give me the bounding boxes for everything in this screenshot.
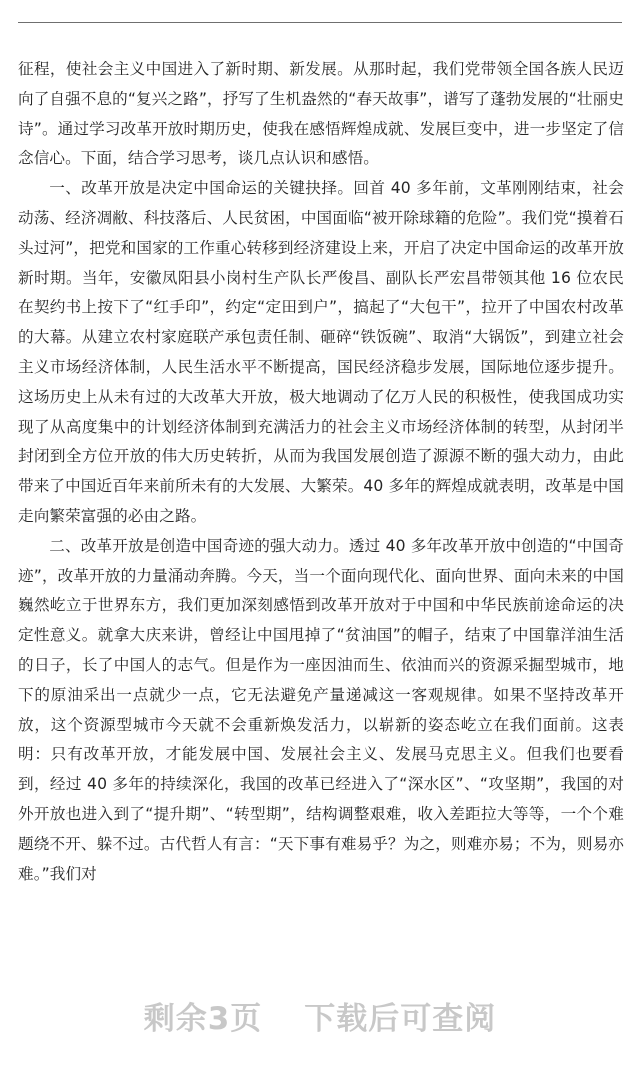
paragraph-intro: 征程，使社会主义中国进入了新时期、新发展。从那时起，我们党带领全国各族人民迈向了自强不息的“复兴之路”，抒写了生机盎然的“春天故事”，谱写了蓬勃发展的“壮丽史诗”。通过学习改革开放时期历史，使我在感悟辉煌成就、发展巨变中，进一步坚定了信念信心。下面，结合学习思考，谈几点认识和感悟。 bbox=[18, 60, 624, 168]
preview-limit-notice[interactable] bbox=[0, 993, 640, 1038]
paragraph-section-one: 一、改革开放是决定中国命运的关键抉择。回首 40 多年前，文革刚刚结束，社会动荡、经济凋敝、科技落后、人民贫困，中国面临“被开除球籍的危险”。我们党“摸着石头过河”，把党和国家的工作重心转移到经济建设上来，开启了决定中国命运的改革开放新时期。当年，安徽凤阳县小岗村生产队长严俊昌、副队长严宏昌带领其他 16 位农民在契约书上按下了“红手印”，约定“定田到户”，搞起了“大包干”，拉开了中国农村改革的大幕。从建立农村家庭联产承包责任制、砸碎“铁饭碗”、取消“大锅饭”，到建立社会主义市场经济体制，人民生活水平不断提高，国民经济稳步发展，国际地位逐步提升。这场历史上从未有过的大改革大开放，极大地调动了亿万人民的积极性，使我国成功实现了从高度集中的计划经济体制到充满活力的社会主义市场经济体制的转型，从封闭半封闭到全方位开放的伟大历史转折，从而为我国发展创造了源源不断的强大动力，由此带来了中国近百年来前所未有的大发展、大繁荣。40 多年的辉煌成就表明，改革是中国走向繁荣富强的必由之路。 bbox=[18, 179, 624, 525]
document-body bbox=[18, 55, 624, 889]
top-divider bbox=[18, 22, 622, 23]
remaining-pages-label: 剩余3页 bbox=[143, 1001, 263, 1037]
download-prompt-label: 下载后可查阅 bbox=[304, 1001, 497, 1037]
paragraph-section-two: 二、改革开放是创造中国奇迹的强大动力。透过 40 多年改革开放中创造的“中国奇迹”，改革开放的力量涌动奔腾。今天，当一个面向现代化、面向世界、面向未来的中国巍然屹立于世界东方，我们更加深刻感悟到改革开放对于中国和中华民族前途命运的决定性意义。就拿大庆来讲，曾经让中国甩掉了“贫油国”的帽子，结束了中国靠洋油生活的日子，长了中国人的志气。但是作为一座因油而生、依油而兴的资源采掘型城市，地下的原油采出一点就少一点，它无法避免产量递减这一客观规律。如果不坚持改革开放，这个资源型城市今天就不会重新焕发活力，以崭新的姿态屹立在我们面前。这表明：只有改革开放，才能发展中国、发展社会主义、发展马克思主义。但我们也要看到，经过 40 多年的持续深化，我国的改革已经进入了“深水区”、“攻坚期”，我国的对外开放也进入到了“提升期”、“转型期”，结构调整艰难，收入差距拉大等等，一个个难题绕不开、躲不过。古代哲人有言：“天下事有难易乎？为之，则难亦易；不为，则易亦难。”我们对 bbox=[18, 536, 624, 883]
